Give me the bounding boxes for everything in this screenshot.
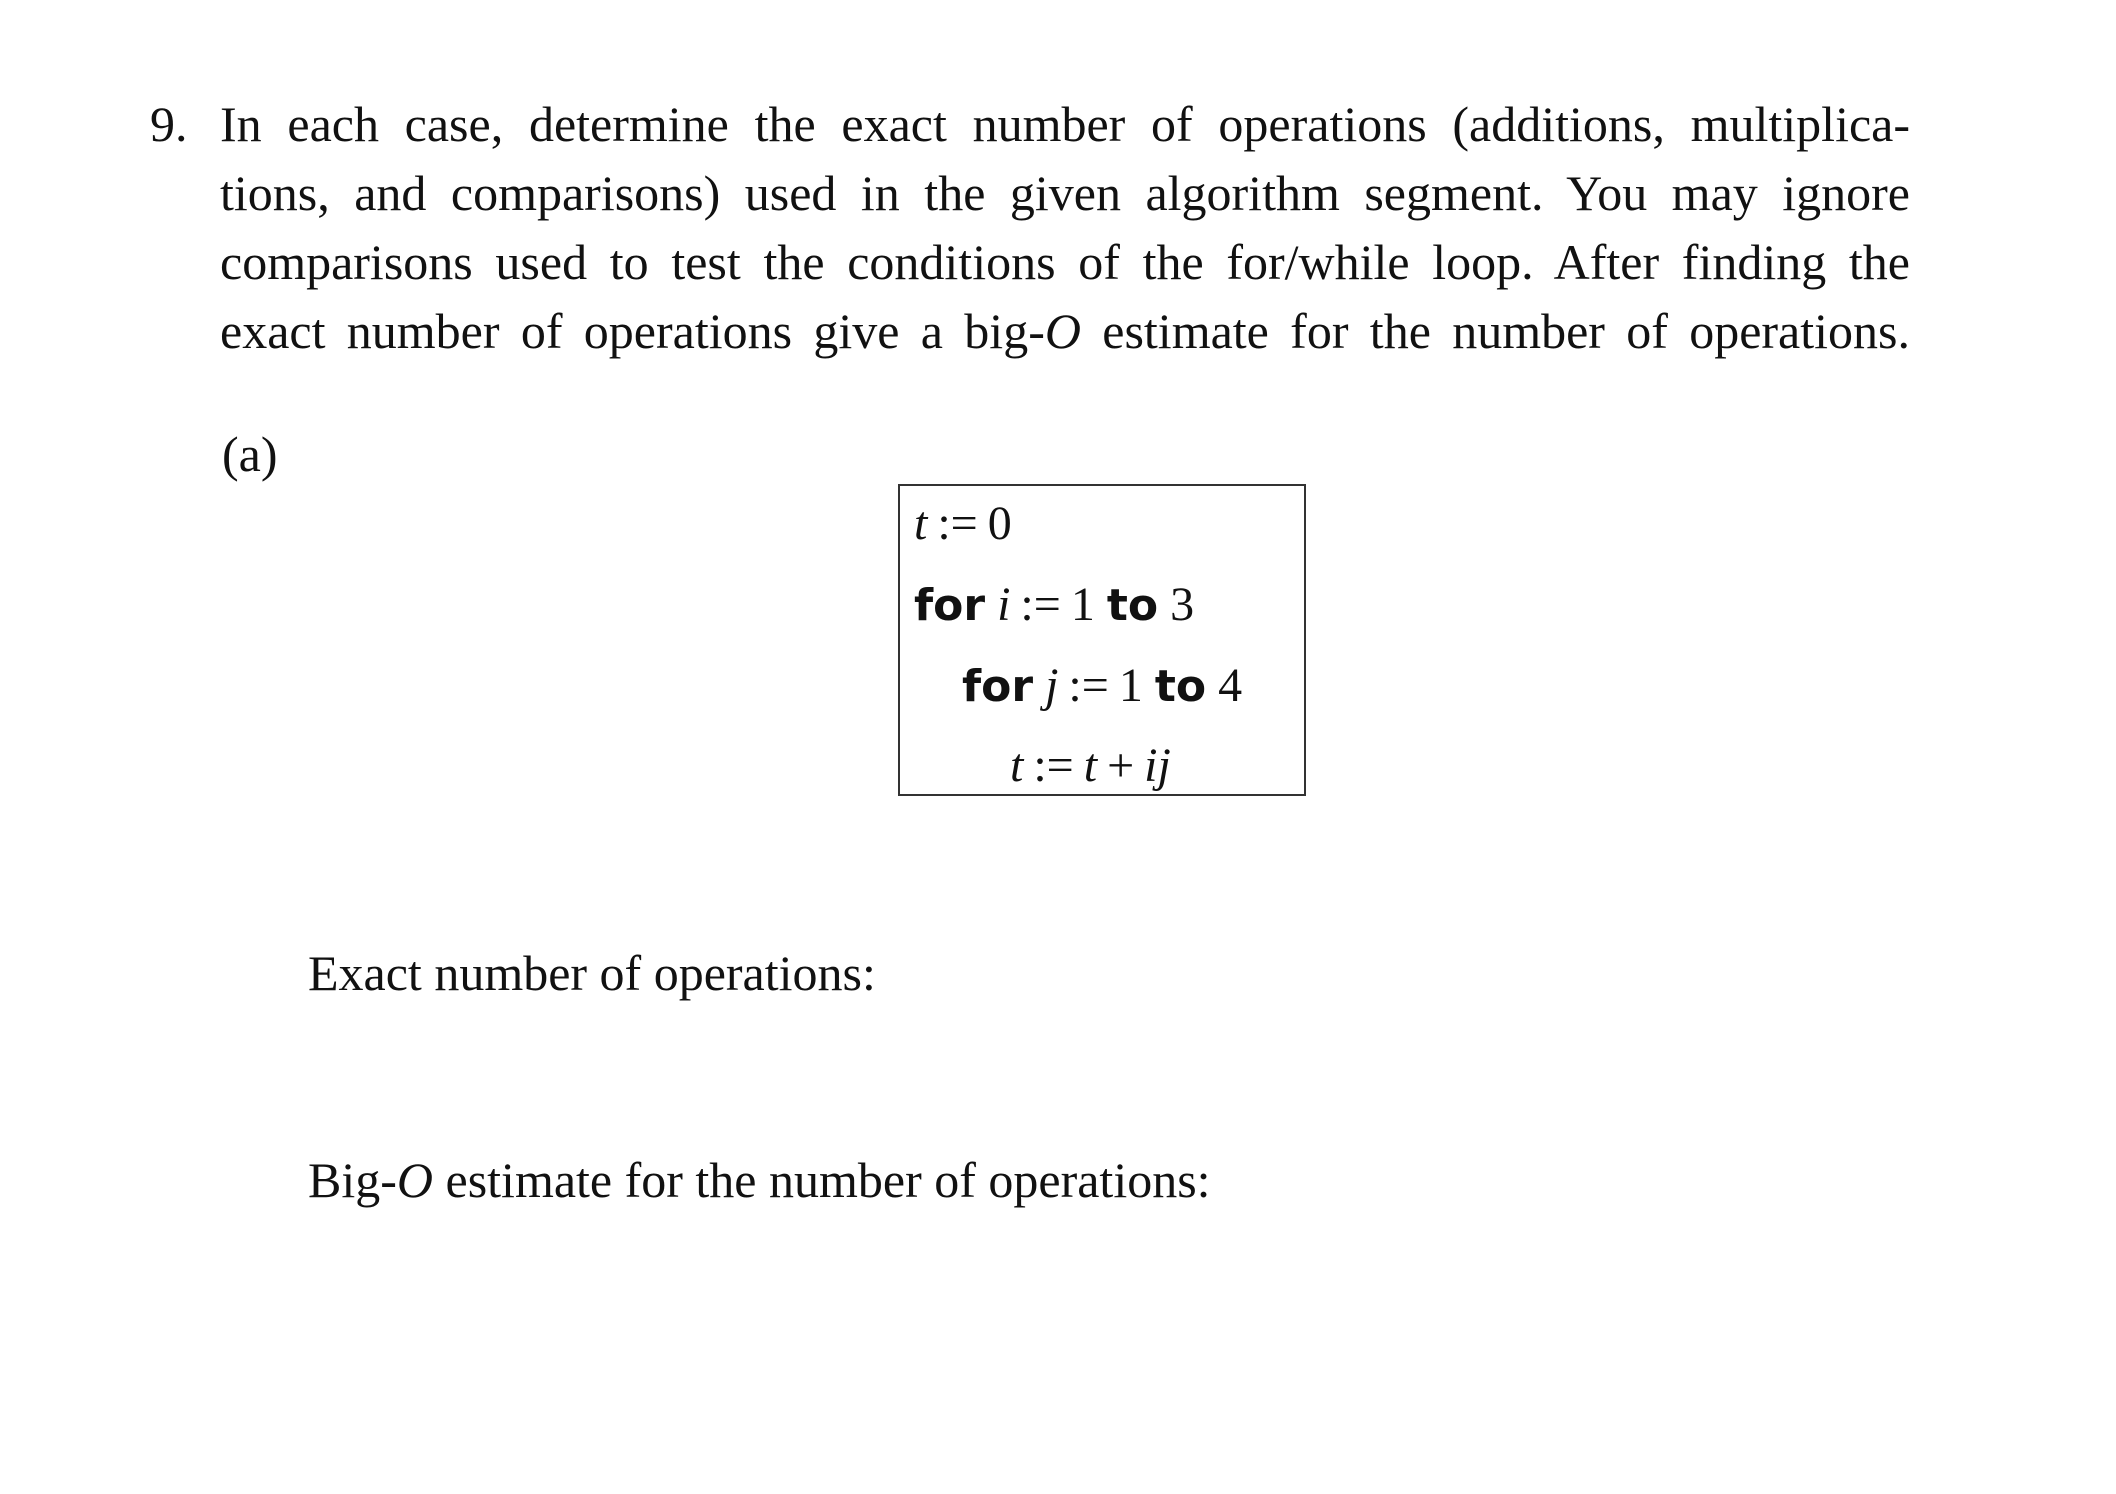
problem-line-4-before: exact number of operations give a big- [220,303,1045,359]
var-t-rhs: t [1083,739,1098,792]
assign-operator: := [1020,578,1061,631]
product-term: ij [1144,739,1171,792]
big-o-estimate-label [308,1150,1211,1210]
exact-operations-label: Exact number of operations: [308,945,876,1001]
var-i: i [997,578,1011,631]
algorithm-box [898,484,1306,796]
algorithm-line-1 [914,494,1012,554]
loop-start: 1 [1118,659,1143,712]
algorithm-line-2 [914,575,1194,636]
keyword-to: to [1154,661,1207,712]
assign-operator: := [937,497,978,550]
problem-line-3: comparisons used to test the conditions of the for/while loop. After finding the [220,234,1910,290]
assign-operator: := [1033,739,1074,792]
loop-start: 1 [1070,578,1095,631]
init-value: 0 [987,497,1012,550]
algorithm-line-3 [962,656,1242,717]
loop-end: 3 [1170,578,1195,631]
big-o-symbol: O [396,1152,434,1208]
assign-operator: := [1068,659,1109,712]
problem-number: 9. [150,96,188,152]
loop-end: 4 [1218,659,1243,712]
var-t: t [914,497,928,550]
problem-line-1: In each case, determine the exact number of operations (additions, multiplica- [220,96,1910,152]
keyword-to: to [1106,580,1159,631]
var-t: t [1010,739,1024,792]
problem-text [220,90,1910,366]
big-o-prefix: Big- [308,1152,397,1208]
problem-line-4-after: estimate for the number of operations. [1080,303,1910,359]
problem-line-2: tions, and comparisons) used in the given algorithm segment. You may ignore [220,165,1910,221]
keyword-for: for [914,580,986,631]
var-j: j [1045,659,1059,712]
plus-operator: + [1107,739,1135,792]
problem-line-4 [220,297,1910,366]
keyword-for: for [962,661,1034,712]
algorithm-line-4 [1010,736,1171,796]
big-o-symbol: O [1044,303,1081,359]
part-a-label: (a) [222,426,278,482]
big-o-suffix: estimate for the number of operations: [433,1152,1211,1208]
